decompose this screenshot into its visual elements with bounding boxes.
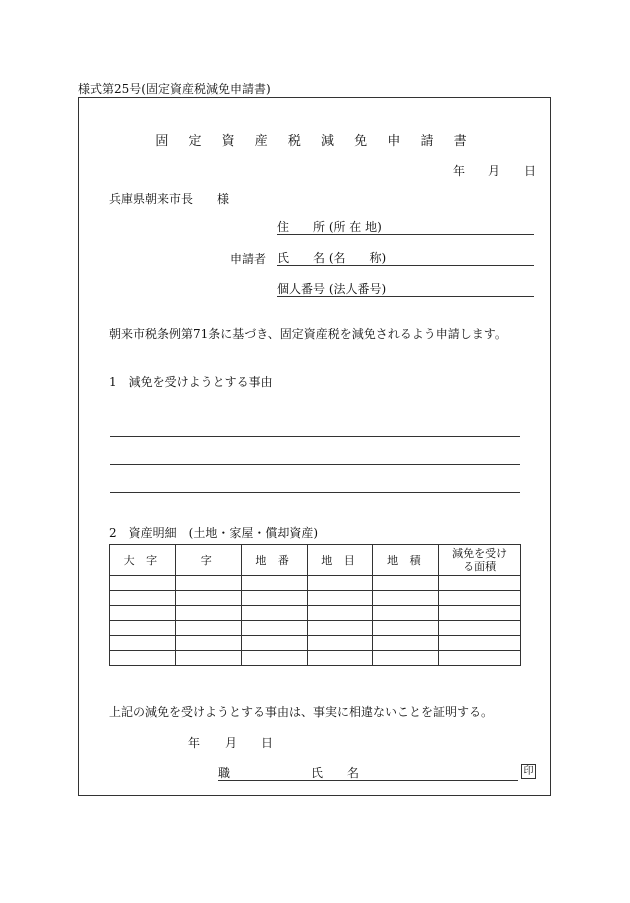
asset-cell[interactable] (241, 576, 307, 591)
col-aza: 字 (175, 545, 241, 576)
asset-cell[interactable] (110, 621, 176, 636)
col-oaza: 大 字 (110, 545, 176, 576)
applicant-address-field[interactable] (277, 218, 534, 235)
section-2-heading: 2 資産明細 (土地・家屋・償却資産) (109, 526, 318, 540)
date-year-label: 年 (453, 164, 466, 178)
col-chiban: 地 番 (241, 545, 307, 576)
asset-cell[interactable] (373, 621, 439, 636)
asset-row (110, 576, 521, 591)
asset-cell[interactable] (373, 636, 439, 651)
asset-cell[interactable] (241, 621, 307, 636)
asset-row (110, 621, 521, 636)
col-chimoku: 地 目 (307, 545, 373, 576)
asset-cell[interactable] (175, 621, 241, 636)
asset-row (110, 651, 521, 666)
asset-cell[interactable] (175, 606, 241, 621)
addressee: 兵庫県朝来市長 様 (109, 192, 230, 206)
certifier-name-label: 氏 名 (311, 766, 360, 780)
asset-cell[interactable] (175, 636, 241, 651)
reason-line-3[interactable] (110, 492, 520, 493)
asset-cell[interactable] (110, 651, 176, 666)
asset-cell[interactable] (439, 606, 521, 621)
asset-cell[interactable] (307, 621, 373, 636)
asset-cell[interactable] (307, 636, 373, 651)
section-1-heading: 1 減免を受けようとする事由 (109, 375, 273, 389)
form-title: 固 定 資 産 税 減 免 申 請 書 (155, 134, 475, 149)
cert-date-day: 日 (261, 736, 274, 750)
asset-row (110, 606, 521, 621)
asset-cell[interactable] (110, 576, 176, 591)
application-statement: 朝来市税条例第71条に基づき、固定資産税を減免されるよう申請します。 (109, 327, 507, 341)
asset-cell[interactable] (175, 591, 241, 606)
date-month-label: 月 (488, 164, 501, 178)
asset-cell[interactable] (439, 636, 521, 651)
address-label: 住 所 (所 在 地) (277, 220, 382, 234)
asset-cell[interactable] (241, 651, 307, 666)
asset-cell[interactable] (110, 606, 176, 621)
asset-cell[interactable] (110, 636, 176, 651)
certifier-title-label: 職 (218, 766, 231, 780)
asset-cell[interactable] (439, 621, 521, 636)
number-label: 個人番号 (法人番号) (277, 282, 387, 296)
asset-table-header (110, 545, 521, 576)
cert-date-month: 月 (225, 736, 238, 750)
asset-row (110, 591, 521, 606)
asset-cell[interactable] (241, 636, 307, 651)
cert-date-year: 年 (188, 736, 201, 750)
asset-cell[interactable] (241, 591, 307, 606)
asset-cell[interactable] (307, 591, 373, 606)
name-label: 氏 名 (名 称) (277, 251, 387, 265)
asset-cell[interactable] (241, 606, 307, 621)
asset-cell[interactable] (307, 606, 373, 621)
reason-line-1[interactable] (110, 436, 520, 437)
col-chiseki: 地 積 (373, 545, 439, 576)
asset-cell[interactable] (175, 576, 241, 591)
applicant-number-field[interactable] (277, 280, 534, 297)
asset-cell[interactable] (439, 591, 521, 606)
asset-cell[interactable] (110, 591, 176, 606)
col-exempt-area: 減免を受ける面積 (439, 545, 521, 576)
date-day-label: 日 (524, 164, 537, 178)
certifier-signature-line[interactable] (218, 764, 518, 781)
asset-details-table (109, 544, 521, 666)
seal-stamp-box[interactable]: 印 (521, 764, 536, 779)
asset-cell[interactable] (373, 576, 439, 591)
applicant-label: 申請者 (230, 252, 267, 266)
asset-row (110, 636, 521, 651)
asset-cell[interactable] (175, 651, 241, 666)
form-number-label: 様式第25号(固定資産税減免申請書) (78, 82, 271, 96)
asset-cell[interactable] (307, 576, 373, 591)
asset-cell[interactable] (439, 576, 521, 591)
asset-cell[interactable] (307, 651, 373, 666)
certification-text: 上記の減免を受けようとする事由は、事実に相違ないことを証明する。 (109, 705, 494, 719)
asset-cell[interactable] (439, 651, 521, 666)
reason-line-2[interactable] (110, 464, 520, 465)
asset-cell[interactable] (373, 606, 439, 621)
asset-cell[interactable] (373, 591, 439, 606)
applicant-name-field[interactable] (277, 249, 534, 266)
asset-cell[interactable] (373, 651, 439, 666)
